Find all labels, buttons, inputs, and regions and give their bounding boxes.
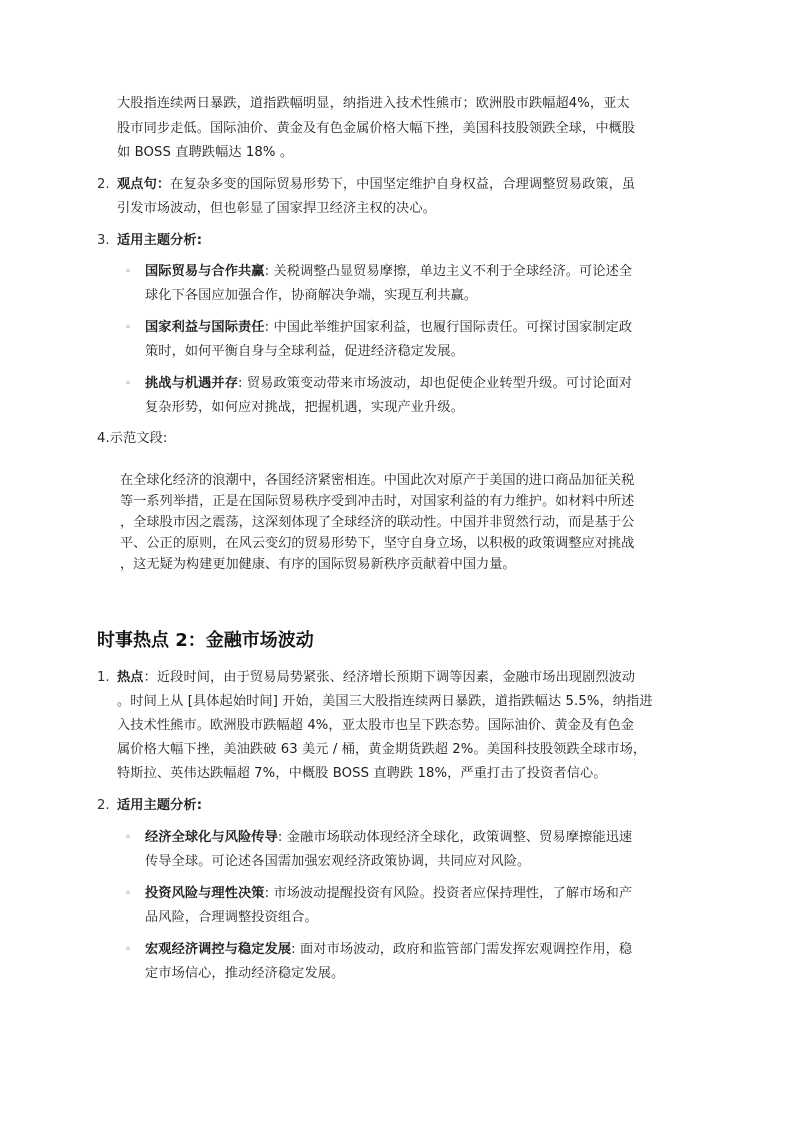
item-4-heading: 4.示范文段: (97, 431, 168, 446)
sample-paragraph-line-2: 等一系列举措，正是在国际贸易秩序受到冲击时，对国家利益的有力维护。如材料中所述 (120, 494, 635, 509)
bullet-2-label: 国家利益与国际责任 (145, 320, 265, 335)
bullet-2-text: 中国此举维护国家利益，也履行国际责任。可探讨国家制定政 (273, 320, 633, 335)
s2-item-1-sep: ： (143, 670, 157, 685)
s2-bullet-3-line-1 (145, 941, 632, 959)
intro-line-3: 如 BOSS 直聘跌幅达 18% 。 (117, 145, 294, 160)
s2-item-1-label: 热点 (117, 670, 144, 685)
s2-bullet-1-text: 金融市场联动体现经济全球化，政策调整、贸易摩擦能迅速 (286, 830, 633, 845)
sample-paragraph-line-4: 平、公正的原则，在风云变幻的贸易形势下，坚守自身立场，以积极的政策调整应对挑战 (120, 536, 635, 551)
s2-bullet-1-sep: : (277, 830, 287, 845)
s2-item-1-line-4: 属价格大幅下挫，美油跌破 63 美元 / 桶，黄金期货跌超 2%。美国科技股领跌全球市场， (117, 742, 647, 757)
bullet-2-sep: : (264, 320, 274, 335)
bullet-marker: ◦ (125, 266, 131, 277)
bullet-marker: ◦ (125, 944, 131, 955)
sample-paragraph-line-3: ，全球股市因之震荡，这深刻体现了全球经济的联动性。中国并非贸然行动，而是基于公 (120, 515, 635, 530)
bullet-3-label: 挑战与机遇并存 (145, 376, 239, 391)
item-2-number: 2. (97, 177, 110, 192)
bullet-3-line-2: 复杂形势，如何应对挑战，把握机遇，实现产业升级。 (145, 400, 464, 415)
s2-bullet-3-line-2: 定市场信心，推动经济稳定发展。 (145, 966, 345, 981)
bullet-1-line-2: 球化下各国应加强合作，协商解决争端，实现互利共赢。 (145, 288, 478, 303)
item-3-number: 3. (97, 233, 110, 248)
bullet-2-line-1 (145, 319, 632, 337)
bullet-3-sep: : (238, 376, 247, 391)
s2-bullet-2-text: 市场波动提醒投资有风险。投资者应保持理性，了解市场和产 (273, 886, 633, 901)
sample-paragraph-line-1: 在全球化经济的浪潮中，各国经济紧密相连。中国此次对原产于美国的进口商品加征关税 (120, 473, 635, 488)
s2-bullet-2-line-2: 品风险，合理调整投资组合。 (145, 910, 318, 925)
s2-item-2-number: 2. (97, 798, 110, 813)
sample-paragraph-line-5: ，这无疑为构建更加健康、有序的国际贸易新秩序贡献着中国力量。 (120, 557, 516, 572)
s2-item-2-label: 适用主题分析: (117, 798, 203, 813)
intro-line-2: 股市同步走低。国际油价、黄金及有色金属价格大幅下挫，美国科技股领跌全球，中概股 (117, 121, 636, 136)
bullet-marker: ◦ (125, 888, 131, 899)
bullet-1-sep: : (264, 264, 274, 279)
s2-bullet-3-label: 宏观经济调控与稳定发展 (145, 942, 292, 957)
s2-bullet-2-sep: : (264, 886, 274, 901)
s2-bullet-1-line-2: 传导全球。可论述各国需加强宏观经济政策协调，共同应对风险。 (145, 854, 531, 869)
intro-line-1: 大股指连续两日暴跌，道指跌幅明显，纳指进入技术性熊市；欧洲股市跌幅超4%，亚太 (117, 96, 630, 111)
item-2-label: 观点句： (117, 177, 171, 192)
item-2-line-1 (117, 176, 635, 194)
bullet-1-line-1 (145, 263, 632, 281)
s2-bullet-2-line-1 (145, 885, 632, 903)
bullet-3-text: 贸易政策变动带来市场波动，却也促使企业转型升级。可讨论面对 (246, 376, 633, 391)
bullet-marker: ◦ (125, 832, 131, 843)
item-2-text: 在复杂多变的国际贸易形势下，中国坚定维护自身权益，合理调整贸易政策，虽 (170, 177, 636, 192)
s2-item-1-line-5: 特斯拉、英伟达跌幅超 7%，中概股 BOSS 直聘跌 18%，严重打击了投资者信心。 (117, 766, 607, 781)
section-2-title: 时事热点 2：金融市场波动 (97, 630, 314, 651)
bullet-marker: ◦ (125, 322, 131, 333)
s2-item-1-line-1 (117, 669, 635, 687)
item-3-label: 适用主题分析: (117, 233, 203, 248)
s2-item-1-line-3: 入技术性熊市。欧洲股市跌幅超 4%，亚太股市也呈下跌态势。国际油价、黄金及有色金 (117, 718, 635, 733)
s2-item-1-line-2: 。时间上从 [具体起始时间] 开始，美国三大股指连续两日暴跌，道指跌幅达 5.5%，纳指进 (117, 694, 653, 709)
s2-item-1-text: 近段时间，由于贸易局势紧张、经济增长预期下调等因素，金融市场出现剧烈波动 (156, 670, 636, 685)
s2-bullet-2-label: 投资风险与理性决策 (145, 886, 265, 901)
s2-bullet-3-text: 面对市场波动，政府和监管部门需发挥宏观调控作用，稳 (300, 942, 633, 957)
bullet-1-label: 国际贸易与合作共赢 (145, 264, 265, 279)
item-2-line-2: 引发市场波动，但也彰显了国家捍卫经济主权的决心。 (117, 201, 436, 216)
s2-bullet-1-line-1 (145, 829, 632, 847)
s2-bullet-1-label: 经济全球化与风险传导 (145, 830, 278, 845)
s2-bullet-3-sep: : (291, 942, 301, 957)
s2-item-1-number: 1. (97, 670, 110, 685)
bullet-1-text: 关税调整凸显贸易摩擦，单边主义不利于全球经济。可论述全 (273, 264, 633, 279)
bullet-2-line-2: 策时，如何平衡自身与全球利益，促进经济稳定发展。 (145, 344, 464, 359)
bullet-3-line-1 (145, 375, 632, 393)
bullet-marker: ◦ (125, 378, 131, 389)
